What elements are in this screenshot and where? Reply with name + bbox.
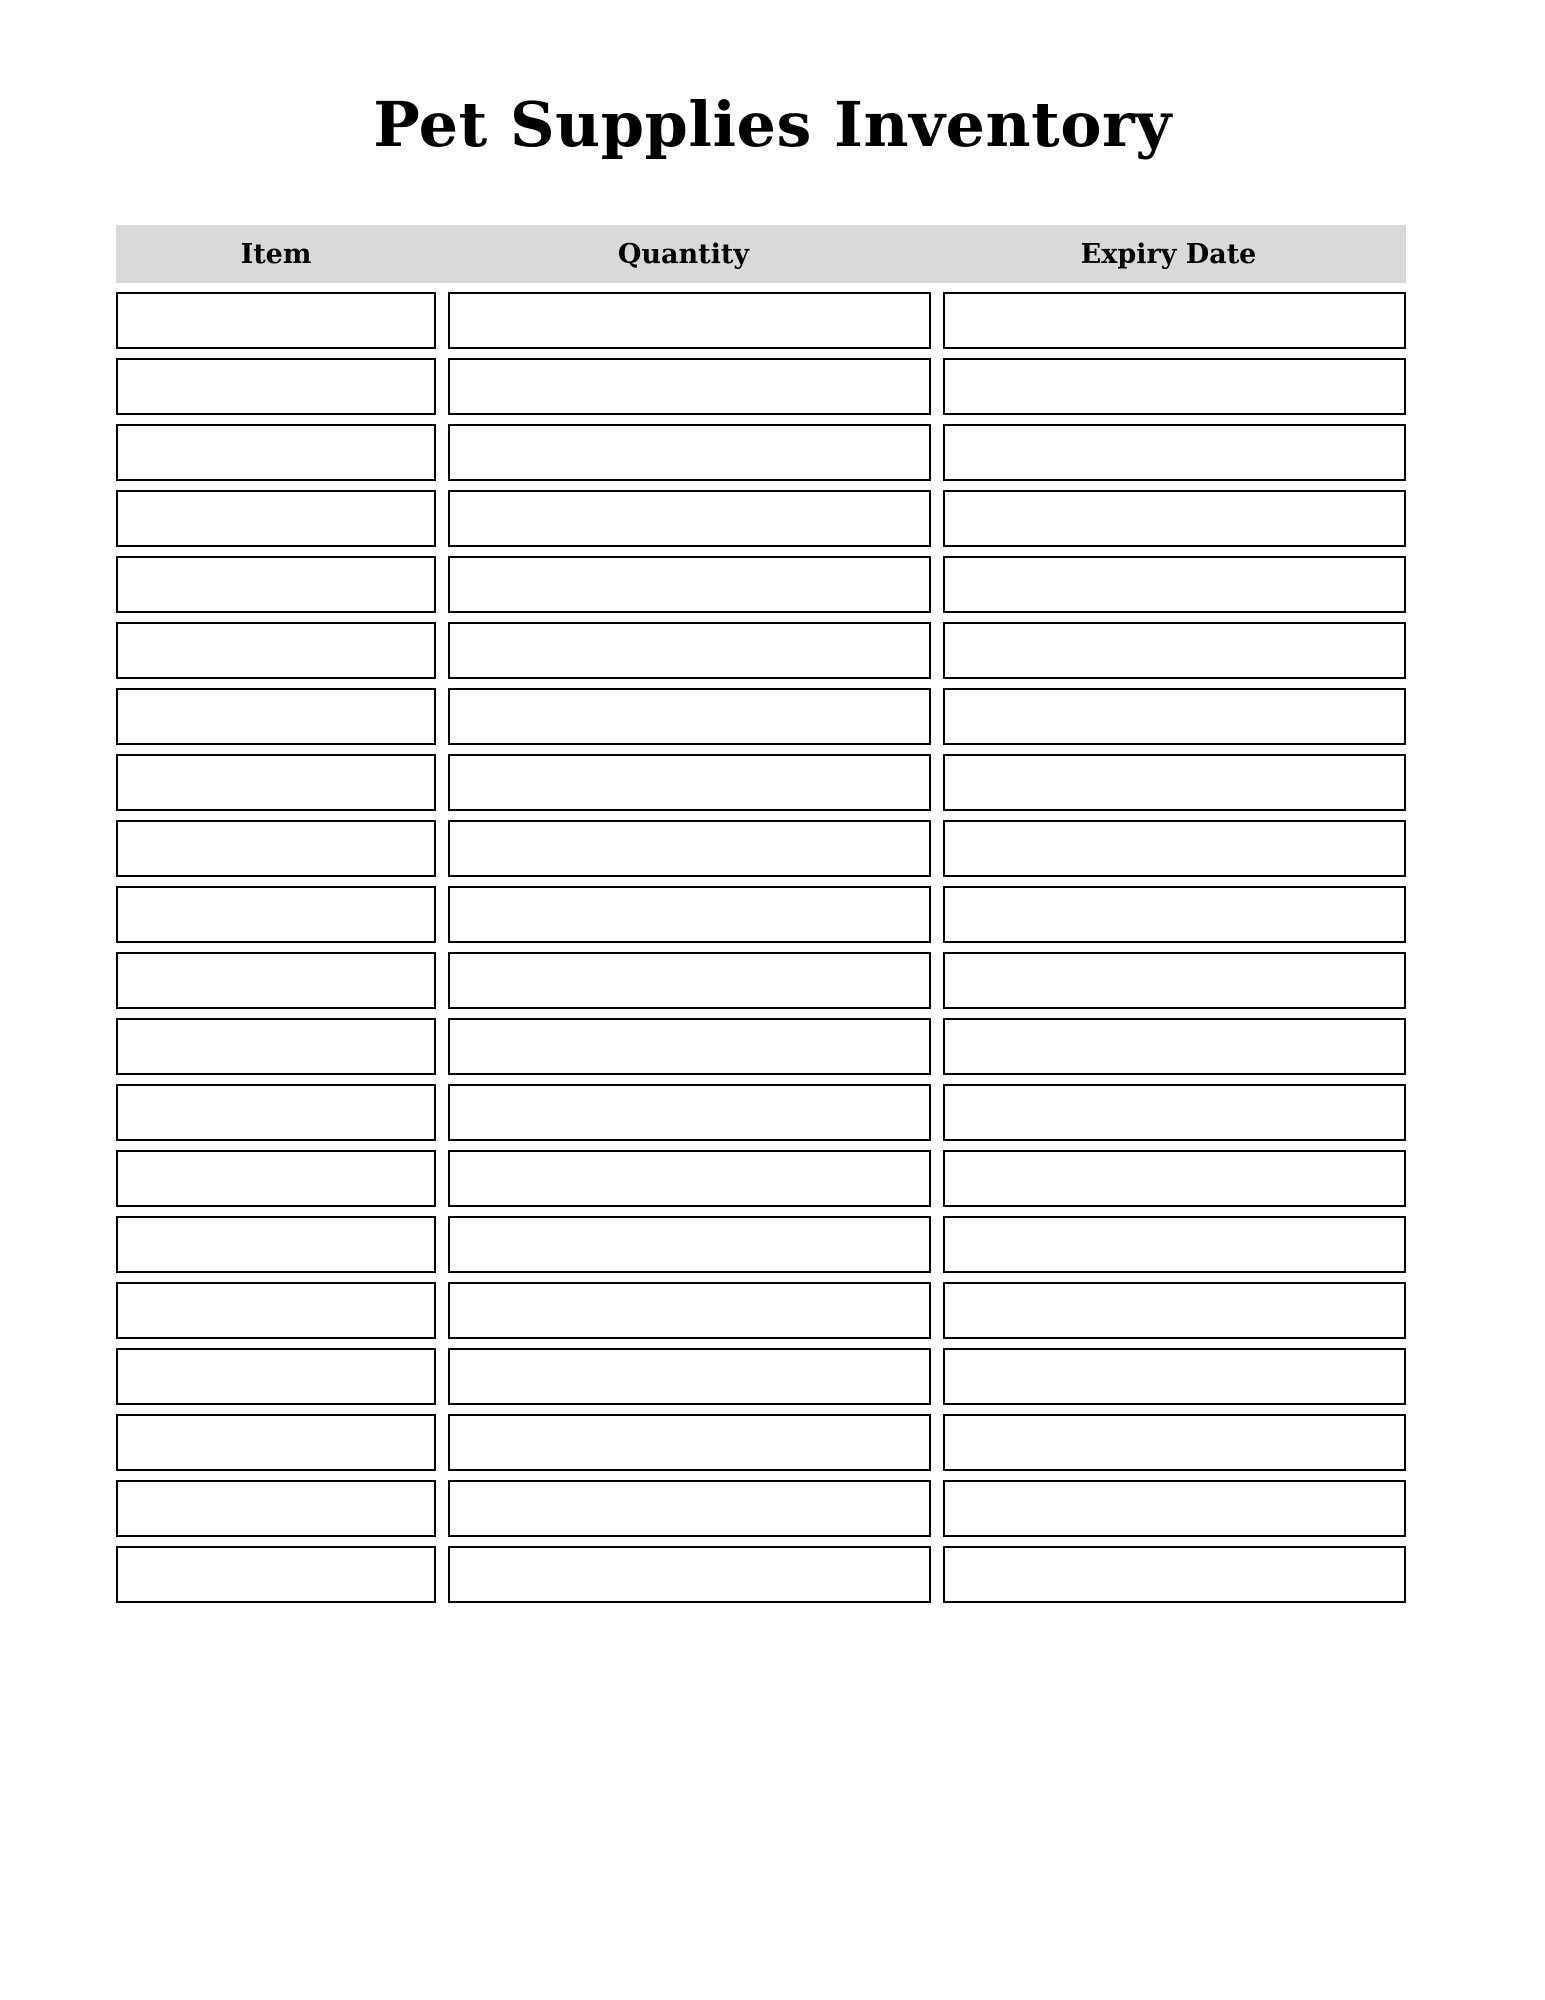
column-header-item: Item xyxy=(240,238,312,270)
cell-quantity[interactable] xyxy=(448,1216,931,1273)
table-row xyxy=(116,820,1406,877)
cell-quantity[interactable] xyxy=(448,1414,931,1471)
cell-item[interactable] xyxy=(116,1216,436,1273)
table-row xyxy=(116,886,1406,943)
cell-expiry-date[interactable] xyxy=(943,490,1406,547)
cell-item[interactable] xyxy=(116,952,436,1009)
cell-item[interactable] xyxy=(116,754,436,811)
cell-expiry-date[interactable] xyxy=(943,556,1406,613)
cell-expiry-date[interactable] xyxy=(943,952,1406,1009)
page-title: Pet Supplies Inventory xyxy=(373,88,1172,161)
cell-quantity[interactable] xyxy=(448,1282,931,1339)
cell-quantity[interactable] xyxy=(448,490,931,547)
inventory-table xyxy=(116,225,1406,1603)
cell-item[interactable] xyxy=(116,820,436,877)
table-row xyxy=(116,1348,1406,1405)
cell-item[interactable] xyxy=(116,1084,436,1141)
cell-expiry-date[interactable] xyxy=(943,622,1406,679)
table-header-row xyxy=(116,225,1406,283)
table-row xyxy=(116,1150,1406,1207)
table-body xyxy=(116,292,1406,1603)
cell-expiry-date[interactable] xyxy=(943,358,1406,415)
table-row xyxy=(116,556,1406,613)
cell-expiry-date[interactable] xyxy=(943,1282,1406,1339)
table-row xyxy=(116,1282,1406,1339)
cell-expiry-date[interactable] xyxy=(943,1084,1406,1141)
cell-item[interactable] xyxy=(116,1282,436,1339)
table-row xyxy=(116,1018,1406,1075)
column-header-expiry-date: Expiry Date xyxy=(1080,238,1257,270)
cell-item[interactable] xyxy=(116,424,436,481)
cell-item[interactable] xyxy=(116,622,436,679)
cell-quantity[interactable] xyxy=(448,1018,931,1075)
table-row xyxy=(116,1546,1406,1603)
cell-expiry-date[interactable] xyxy=(943,1348,1406,1405)
cell-item[interactable] xyxy=(116,1546,436,1603)
cell-item[interactable] xyxy=(116,1480,436,1537)
cell-expiry-date[interactable] xyxy=(943,1546,1406,1603)
cell-item[interactable] xyxy=(116,490,436,547)
cell-quantity[interactable] xyxy=(448,556,931,613)
cell-quantity[interactable] xyxy=(448,1546,931,1603)
cell-expiry-date[interactable] xyxy=(943,1018,1406,1075)
cell-quantity[interactable] xyxy=(448,1480,931,1537)
table-row xyxy=(116,952,1406,1009)
cell-item[interactable] xyxy=(116,292,436,349)
cell-item[interactable] xyxy=(116,1348,436,1405)
cell-expiry-date[interactable] xyxy=(943,1216,1406,1273)
cell-expiry-date[interactable] xyxy=(943,1150,1406,1207)
table-row xyxy=(116,1084,1406,1141)
table-row xyxy=(116,424,1406,481)
table-row xyxy=(116,358,1406,415)
cell-item[interactable] xyxy=(116,1018,436,1075)
cell-item[interactable] xyxy=(116,358,436,415)
cell-item[interactable] xyxy=(116,886,436,943)
cell-expiry-date[interactable] xyxy=(943,886,1406,943)
cell-item[interactable] xyxy=(116,1414,436,1471)
table-row xyxy=(116,754,1406,811)
cell-quantity[interactable] xyxy=(448,688,931,745)
cell-item[interactable] xyxy=(116,1150,436,1207)
table-row xyxy=(116,1480,1406,1537)
table-row xyxy=(116,1414,1406,1471)
cell-expiry-date[interactable] xyxy=(943,1480,1406,1537)
table-row xyxy=(116,292,1406,349)
cell-quantity[interactable] xyxy=(448,1084,931,1141)
column-header-quantity: Quantity xyxy=(617,238,750,270)
cell-expiry-date[interactable] xyxy=(943,754,1406,811)
cell-quantity[interactable] xyxy=(448,1348,931,1405)
table-row xyxy=(116,688,1406,745)
cell-quantity[interactable] xyxy=(448,1150,931,1207)
cell-quantity[interactable] xyxy=(448,886,931,943)
cell-quantity[interactable] xyxy=(448,292,931,349)
cell-quantity[interactable] xyxy=(448,952,931,1009)
cell-expiry-date[interactable] xyxy=(943,820,1406,877)
cell-expiry-date[interactable] xyxy=(943,1414,1406,1471)
cell-expiry-date[interactable] xyxy=(943,424,1406,481)
cell-expiry-date[interactable] xyxy=(943,292,1406,349)
cell-quantity[interactable] xyxy=(448,424,931,481)
table-row xyxy=(116,1216,1406,1273)
cell-expiry-date[interactable] xyxy=(943,688,1406,745)
cell-quantity[interactable] xyxy=(448,622,931,679)
table-row xyxy=(116,490,1406,547)
cell-item[interactable] xyxy=(116,556,436,613)
table-row xyxy=(116,622,1406,679)
cell-quantity[interactable] xyxy=(448,754,931,811)
cell-quantity[interactable] xyxy=(448,358,931,415)
cell-item[interactable] xyxy=(116,688,436,745)
cell-quantity[interactable] xyxy=(448,820,931,877)
